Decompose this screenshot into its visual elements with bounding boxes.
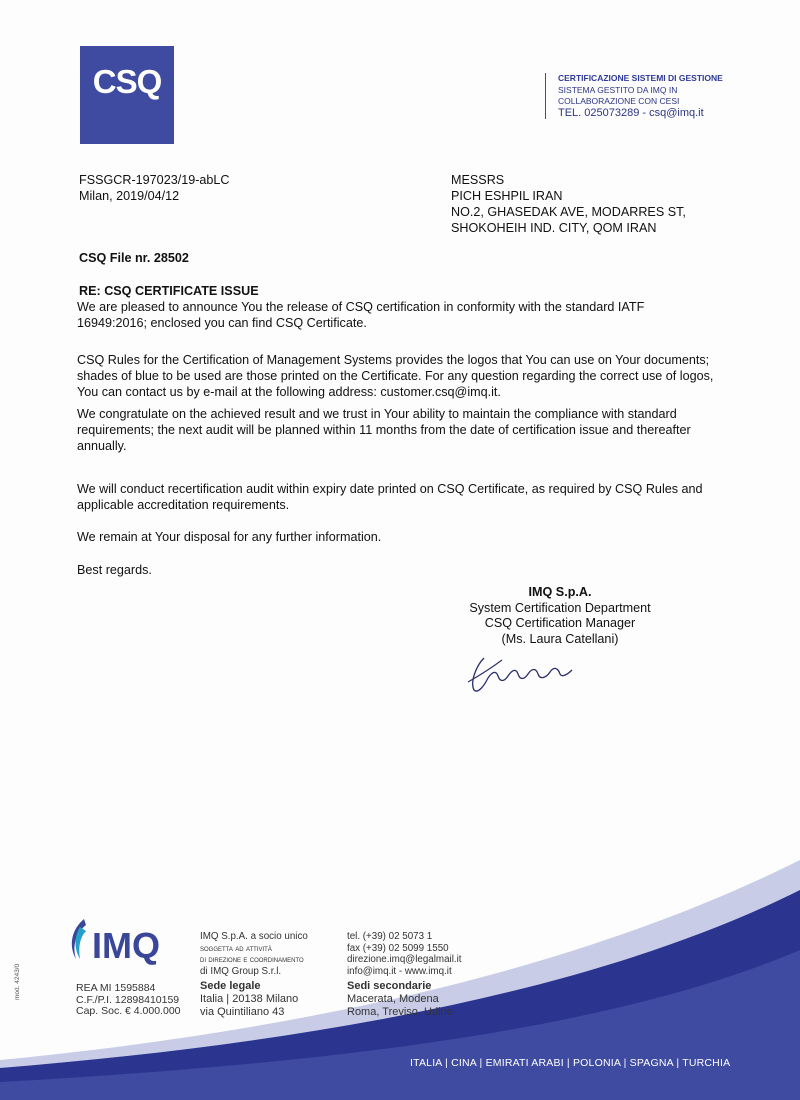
place-date: Milan, 2019/04/12 (79, 189, 180, 203)
csq-logo (80, 46, 174, 144)
footer-company-line-2: soggetta ad attività (200, 942, 272, 953)
recipient-address (451, 172, 686, 236)
header-line-1: CERTIFICAZIONE SISTEMI DI GESTIONE (558, 73, 723, 83)
footer-contacts (347, 931, 462, 977)
footer-web: info@imq.it - www.imq.it (347, 965, 452, 977)
body-paragraph-4: We will conduct recertification audit within expiry date printed on CSQ Certificate, as required by CSQ Rules and applicable accreditation requirements. (77, 482, 703, 512)
footer-branches-title: Sedi secondarie (347, 980, 432, 992)
footer-company-line-1: IMQ S.p.A. a socio unico (200, 931, 308, 942)
header-line-3: COLLABORAZIONE CON CESI (558, 96, 680, 106)
header-contact-block (545, 73, 723, 119)
subject-line: RE: CSQ CERTIFICATE ISSUE (79, 284, 259, 298)
footer-legal-title: Sede legale (200, 980, 261, 992)
csq-logo-text: CSQ (92, 63, 162, 100)
body-paragraph-2: CSQ Rules for the Certification of Management Systems provides the logos that You can use on Your documents; shades of blue to be used are those printed on the Certificate. For any question regarding the correct use of logos, You can contact us by e-mail at the following address: customer.csq@imq.it. (77, 353, 714, 399)
reference-block (79, 172, 230, 204)
recipient-line-3: NO.2, GHASEDAK AVE, MODARRES ST, (451, 205, 686, 219)
footer-pec: direzione.imq@legalmail.it (347, 954, 462, 965)
signatory-role: CSQ Certification Manager (484, 616, 636, 630)
body-paragraph-1: We are pleased to announce You the release of CSQ certification in conformity with the standard IATF 16949:2016; enclosed you can find CSQ Certificate. (77, 300, 645, 330)
imq-logo (66, 915, 186, 971)
footer-registration (76, 983, 181, 1018)
signatory-department: System Certification Department (469, 600, 651, 615)
file-number: CSQ File nr. 28502 (79, 251, 189, 265)
closing-line: Best regards. (77, 563, 152, 577)
footer-tel: tel. (+39) 02 5073 1 (347, 931, 433, 942)
header-line-4: TEL. 025073289 - csq@imq.it (558, 106, 704, 119)
footer-legal-line-1: Italia | 20138 Milano (200, 993, 299, 1005)
recipient-line-4: SHOKOHEIH IND. CITY, QOM IRAN (451, 221, 657, 235)
body-paragraph-3: We congratulate on the achieved result and we trust in Your ability to maintain the compliance with standard requirements; the next audit will be planned within 11 months from the date of certification issue and thereafter annually. (77, 407, 691, 453)
form-code: mod. 4243/0 (14, 963, 21, 1000)
footer-legal-seat (200, 980, 298, 1019)
footer-countries: ITALIA | CINA | EMIRATI ARABI | POLONIA | SPAGNA | TURCHIA (410, 1057, 731, 1069)
footer-rea: REA MI 1595884 (76, 982, 156, 994)
signatory-company: IMQ S.p.A. (528, 585, 592, 599)
footer-fax: fax (+39) 02 5099 1550 (347, 942, 449, 954)
footer-branches-line-2: Roma, Treviso, Udine (347, 1006, 453, 1018)
footer-company (200, 931, 308, 977)
header-line-2: SISTEMA GESTITO DA IMQ IN (558, 84, 678, 95)
signatory-block (450, 585, 670, 647)
footer-branches-line-1: Macerata, Modena (347, 993, 439, 1005)
signatory-name: (Ms. Laura Catellani) (501, 631, 619, 646)
footer-branches (347, 980, 453, 1019)
footer-company-line-4: di IMQ Group S.r.l. (200, 965, 282, 977)
footer-company-line-3: di direzione e coordinamento (200, 954, 304, 964)
handwritten-signature (462, 652, 582, 696)
imq-logo-text: IMQ (92, 925, 160, 966)
reference-code: FSSGCR-197023/19-abLC (79, 173, 230, 187)
recipient-line-2: PICH ESHPIL IRAN (451, 189, 563, 203)
footer-cf: C.F./P.I. 12898410159 (76, 993, 180, 1006)
body-paragraph-5: We remain at Your disposal for any further information. (77, 530, 382, 544)
footer-legal-line-2: via Quintiliano 43 (200, 1006, 285, 1018)
recipient-line-1: MESSRS (451, 173, 505, 187)
footer-capital: Cap. Soc. € 4.000.000 (76, 1005, 181, 1017)
